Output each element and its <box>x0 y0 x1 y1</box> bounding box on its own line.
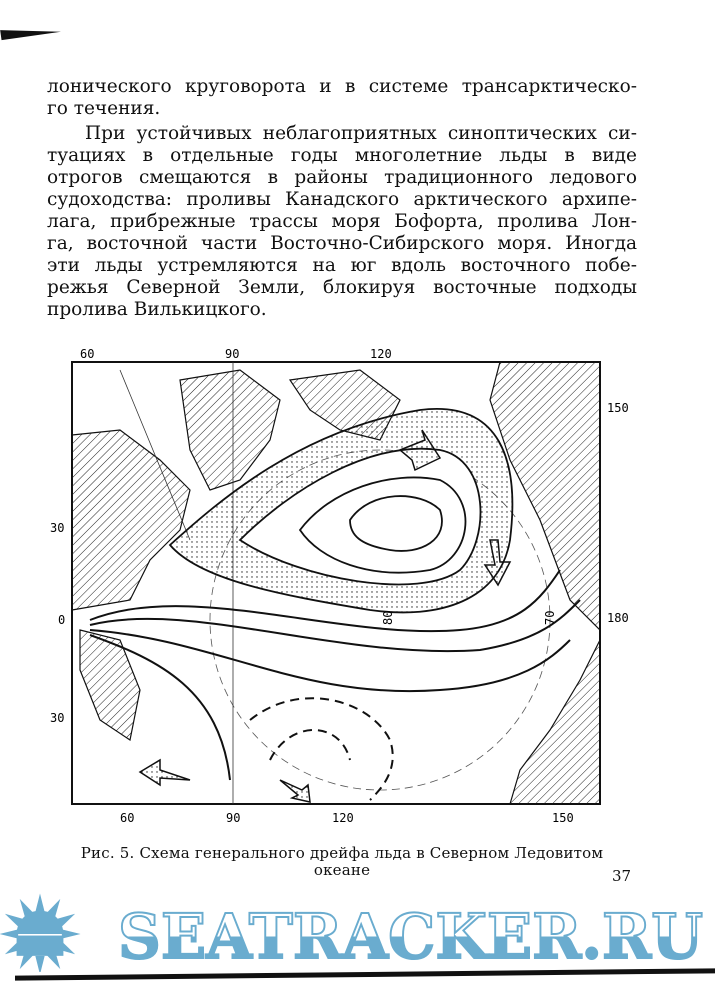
lon-label: 150 <box>607 401 629 415</box>
dashed-drift-line <box>250 698 393 800</box>
page-number: 37 <box>612 867 632 885</box>
lon-label: 150 <box>552 811 574 825</box>
caption-line: океане <box>313 861 371 879</box>
drift-arrow-icon <box>280 780 310 802</box>
drift-line <box>90 600 580 651</box>
lon-label: 120 <box>370 347 392 361</box>
lon-label: 30 <box>50 521 65 535</box>
drift-arrow-icon <box>140 760 190 785</box>
watermark-text: SEATRACKER.RU <box>118 900 703 972</box>
drift-line <box>90 630 570 691</box>
scan-corner-mark <box>0 14 61 40</box>
text-line: эти льды устремляются на юг вдоль восточного побе- <box>47 255 637 276</box>
lon-label: 60 <box>120 811 135 825</box>
ice-drift-map <box>40 340 640 830</box>
sun-icon <box>0 893 81 972</box>
caption-line: Рис. 5. Схема генерального дрейфа льда в Северном Ледовитом <box>80 844 604 862</box>
body-text <box>47 76 637 321</box>
seatracker-watermark-logo <box>0 892 720 972</box>
scandinavia-land <box>80 630 140 740</box>
text-line: отрогов смещаются в районы традиционного ледового <box>47 167 637 188</box>
lon-label: 120 <box>332 811 354 825</box>
lon-label: 90 <box>226 811 241 825</box>
greenland-land <box>72 430 190 610</box>
dashed-drift-line <box>270 730 350 760</box>
lon-label: 60 <box>80 347 95 361</box>
text-line: га, восточной части Восточно-Сибирского моря. Иногда <box>47 233 637 254</box>
text-line: туациях в отдельные годы многолетние льды в виде <box>47 145 637 166</box>
lon-label: 90 <box>225 347 240 361</box>
figure-caption <box>47 845 637 879</box>
lat-label: 70 <box>543 610 557 625</box>
lon-label: 0 <box>58 613 66 627</box>
text-line: пролива Вилькицкого. <box>47 299 267 320</box>
text-line: режья Северной Земли, блокируя восточные подходы <box>47 277 637 298</box>
chukotka-land <box>510 640 600 804</box>
text-line: лонического круговорота и в системе трансарктическо- <box>47 76 637 97</box>
text-line: судоходства: проливы Канадского арктического архипе- <box>47 189 637 210</box>
text-line: го течения. <box>47 98 161 119</box>
lon-label: 30 <box>50 711 65 725</box>
lon-label: 180 <box>607 611 629 625</box>
lat-label: 80 <box>381 610 395 625</box>
text-line: При устойчивых неблагоприятных синоптических си- <box>85 123 637 144</box>
text-line: лага, прибрежные трассы моря Бофорта, пролива Лон- <box>47 211 637 232</box>
